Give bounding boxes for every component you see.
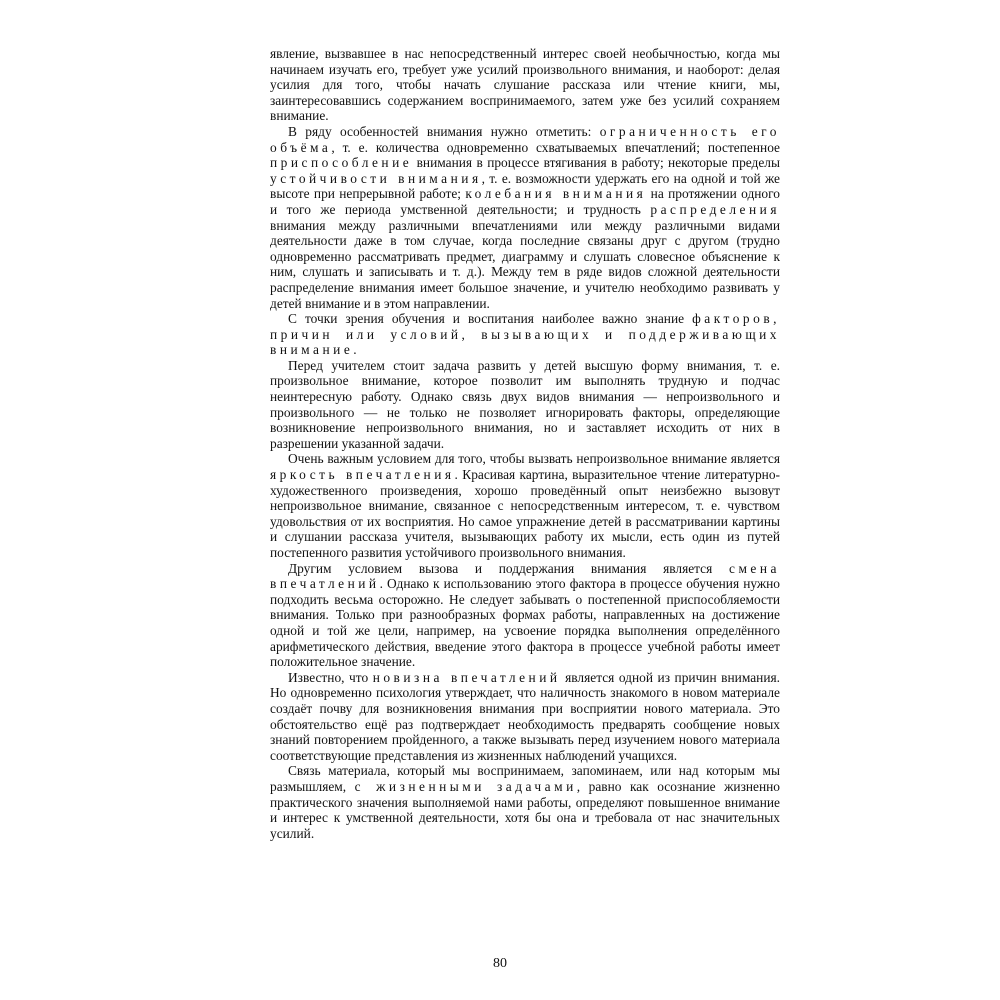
- text-run: В ряду особенностей внимания нужно отметить:: [288, 123, 600, 139]
- text-run: . Однако к использованию этого фактора в процессе обучения нужно подходить весьма осторожно. Не следует забывать о постепенной приспособляемости внимания. Только при разнообразных формах работы, направленных на достижение одной и той же цели, например, на усвоение порядка выполнения определённого арифметического действия, введение этого фактора в процессе учебной работы имеет положительное значение.: [270, 576, 780, 670]
- spaced-emphasis: устойчивости внимания: [270, 170, 482, 186]
- text-run: Перед учителем стоит задача развить у детей высшую форму внимания, т. е. произвольное внимание, которое позволит им выполнять трудную и подчас неинтересную работу. Однако связь двух видов внимания — непроизвольного и произвольного — не только не позволяет игнорировать факторы, определяющие возникновение непроизвольного внимания, но и заставляет исходить от них в разрешении указанной задачи.: [270, 357, 780, 451]
- text-run: , т. е. возможности удержать его на одной и той же высоте при непрерывной работе;: [270, 170, 780, 202]
- paragraph-1: [270, 46, 780, 124]
- paragraph-3: [270, 311, 780, 358]
- text-run: , равно как осознание жизненно практического значения выполняемой нами работы, определяют повышенное внимание и интерес к умственной деятельности, хотя бы она и требовала от нас значительных усилий.: [270, 778, 780, 841]
- spaced-emphasis: колебания внимания: [465, 186, 647, 202]
- spaced-emphasis: распределения: [650, 201, 780, 217]
- spaced-emphasis: яркость впечатления: [270, 467, 455, 483]
- text-run: является одной из причин внимания. Но одновременно психология утверждает, что наличность знакомого в новом материале создаёт почву для возникновения внимания при восприятии нового материала. Это обстоятельство ещё раз подтверждает необходимость предварять сообщение новых знаний повторением пройденного, а также вызывать перед изучением нового материала соответствующие представления из жизненных наблюдений учащихся.: [270, 669, 781, 763]
- text-run: .: [353, 342, 357, 358]
- paragraph-2: [270, 124, 780, 311]
- page-number: 80: [493, 956, 507, 971]
- text-run: Связь материала, который мы воспринимаем, запоминаем, или над которым мы размышляем,: [270, 763, 780, 794]
- paragraph-4: [270, 358, 780, 452]
- paragraph-6: [270, 561, 780, 670]
- page-body: [270, 46, 780, 841]
- spaced-emphasis: ограниченность его объёма: [270, 123, 780, 155]
- text-run: С точки зрения обучения и воспитания наиболее важно знание: [288, 311, 693, 327]
- text-run: внимания в процессе втягивания в работу; некоторые пределы: [412, 155, 780, 171]
- paragraph-7: [270, 670, 780, 764]
- paragraph-5: [270, 451, 780, 560]
- spaced-emphasis: приспособление: [270, 155, 413, 171]
- text-run: явление, вызвавшее в нас непосредственный интерес своей необычностью, когда мы начинаем изучать его, требует уже усилий произвольного внимания, и наоборот: делая усилия для того, чтобы начать слушание рассказа или чтение книги, мы, заинтересовавшись содержанием воспринимаемого, затем уже без усилий сохраняем внимание.: [270, 46, 780, 124]
- spaced-emphasis: новизна впечатлений: [372, 669, 561, 685]
- text-run: Очень важным условием для того, чтобы вызвать непроизвольное внимание является: [288, 451, 780, 467]
- text-run: Известно, что: [288, 669, 373, 685]
- spaced-emphasis: смена впечатлений: [270, 560, 780, 592]
- text-run: . Красивая картина, выразительное чтение литературно-художественного произведения, хорошо проведённый опыт неизбежно вызовут непроизвольное внимание, связанное с непосредственным интересом, т. е. чувством удовольствия от их восприятия. Но самое упражнение детей в рассматривании картины и слушании рассказа учителя, вызывающих работу их мысли, есть один из путей постепенного развития устойчивого произвольного внимания.: [270, 467, 780, 560]
- text-run: , т. е. количества одновременно схватываемых впечатлений; постепенное: [331, 139, 780, 155]
- paragraph-8: [270, 763, 780, 841]
- text-run: Другим условием вызова и поддержания внимания является: [288, 560, 730, 576]
- text-run: внимания между различными впечатлениями или между различными видами деятельности даже в том случае, когда последние связаны друг с другом (трудно одновременно рассматривать предмет, диаграмму и слушать словесное объяснение к ним, слушать и записывать и т. д.). Между тем в ряде видов сложной деятельности распределение внимания имеет большое значение, и учителю необходимо развивать у детей внимание и в этом направлении.: [270, 217, 780, 311]
- spaced-emphasis: с жизненными задачами: [354, 778, 577, 794]
- text-run: на протяжении одного и того же периода умственной деятельности; и трудность: [270, 186, 780, 217]
- spaced-emphasis: факторов, причин или условий, вызывающих и поддерживающих внимание: [270, 311, 780, 358]
